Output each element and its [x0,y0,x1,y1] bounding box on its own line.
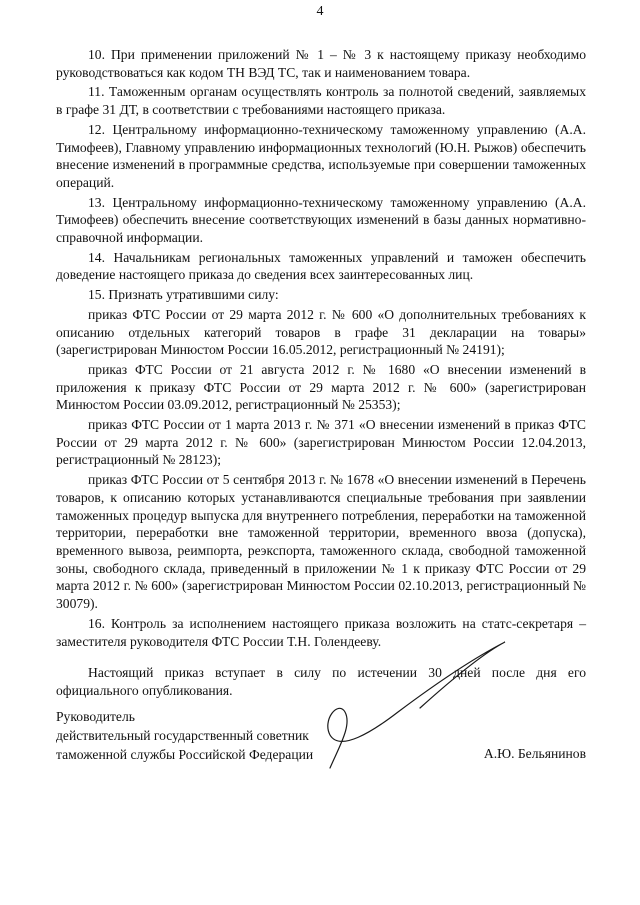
signature-stroke [328,642,505,768]
signer-title-line3: таможенной службы Российской Федерации [56,746,314,762]
paragraph-10: 10. При применении приложений № 1 – № 3 к настоящему приказу необходимо руководствоваться как кодом ТН ВЭД ТС, так и наименованием товара. [56,47,586,80]
repealed-order-600: приказ ФТС России от 29 марта 2012 г. № 600 «О дополнительных требованиях к описанию отдельных категорий товаров в графе 31 декларации на товары» (зарегистрирован Минюстом России 16.05.2012, регистрационный № 24191); [56,306,586,358]
handwritten-name: Смирнова [446,801,555,837]
entry-into-force: Настоящий приказ вступает в силу по истечении 30 дней после дня его официального опубликования. [56,665,586,698]
signer-name: А.Ю. Бельянинов [483,746,586,761]
handwritten-date: 22 12 14 [428,842,515,862]
paragraph-12: 12. Центральному информационно-техническому таможенному управлению (А.А. Тимофеев), Главному управлению информационных технологий (Ю.Н. Рыжов) обеспечить внесение изменений в программные средства, используемые при совершении таможенных операций. [56,121,586,190]
paragraph-16: 16. Контроль за исполнением настоящего приказа возложить на статс-секретаря – заместителя руководителя ФТС России Т.Н. Голендееву. [56,615,586,649]
repealed-order-1678: приказ ФТС России от 5 сентября 2013 г. № 1678 «О внесении изменений в Перечень товаров, к описанию которых устанавливаются специальные требования при заявлении таможенных процедур выпуска для внутреннего потребления, переработки на таможенной территории, переработки вне таможенной территории, временного ввоза (допуска), временного вывоза, реимпорта, реэкспорта, таможенного склада, свободной таможенной зоны, свободного склада, приведенный в приложении № 1 к приказу ФТС России от 29 марта 2012 г. № 600» (зарегистрирован Минюстом России 02.10.2013, регистрационный № 30079). [56,472,586,612]
paragraph-13: 13. Центральному информационно-техническому таможенному управлению (А.А. Тимофеев) обеспечить внесение соответствующих изменений в базы данных нормативно-справочной информации. [56,194,586,246]
signer-title-line1: Руководитель [56,709,135,724]
paragraph-11: 11. Таможенным органам осуществлять контроль за полнотой сведений, заявляемых в графе 31 ДТ, в соответствии с требованиями настоящего приказа. [56,84,586,118]
repealed-order-371: приказ ФТС России от 1 марта 2013 г. № 371 «О внесении изменений в приказ ФТС России от 29 марта 2012 г. № 600» (зарегистрирован Минюстом России 12.04.2013, регистрационный № 28123); [56,417,586,468]
paragraph-14: 14. Начальникам региональных таможенных управлений и таможен обеспечить доведение настоящего приказа до сведения всех заинтересованных лиц. [56,249,586,283]
signer-title-line2: действительный государственный советник [56,727,309,743]
repealed-order-1680: приказ ФТС России от 21 августа 2012 г. № 1680 «О внесении изменений в приложения к приказу ФТС России от 29 марта 2012 г. № 600» (зарегистрирован Минюстом России 03.09.2012, регистрационный № 25353); [56,361,586,413]
paragraph-15: 15. Признать утратившими силу: [88,287,279,303]
page-number: 4 [316,4,324,19]
